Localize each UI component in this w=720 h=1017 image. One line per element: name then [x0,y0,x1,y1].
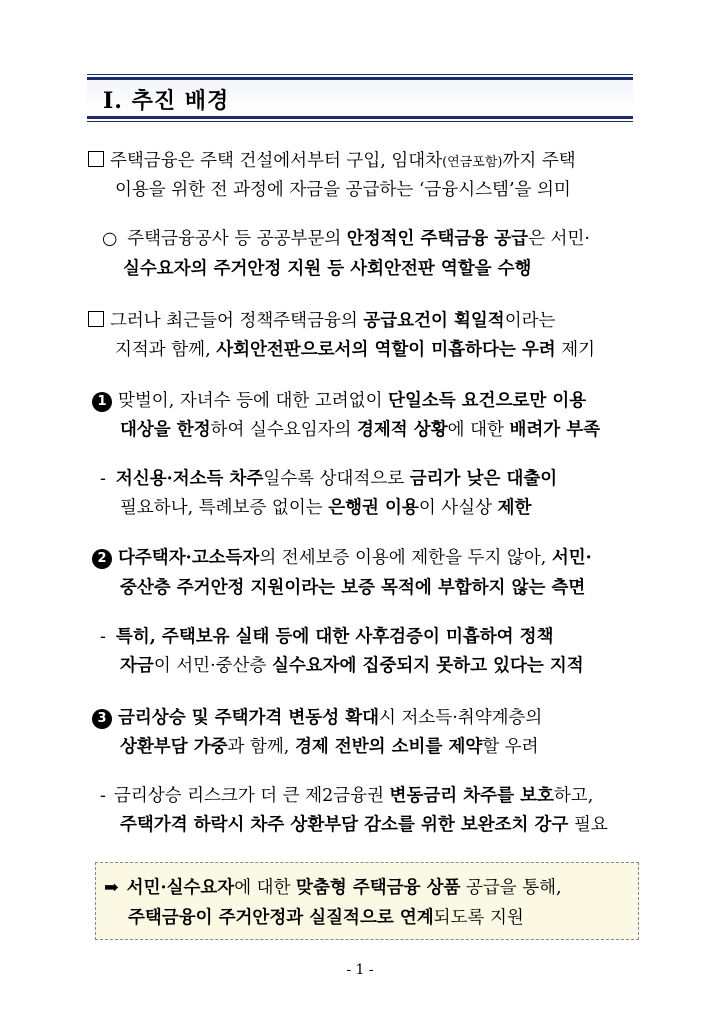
paragraph-1-line-2: 이용을 위한 전 과정에 자금을 공급하는 ‘금융시스템’을 의미 [115,180,571,200]
detail-3-line-2: 주택가격 하락시 차주 상환부담 감소를 위한 보완조치 강구 필요 [120,815,608,835]
paragraph-2-line-1: 그러나 최근들어 정책주택금융의 공급요건이 획일적이라는 [88,308,555,334]
detail-3-line-1: - 금리상승 리스크가 더 큰 제2금융권 변동금리 차주를 보호하고, [100,786,594,806]
summary-line-1: ➡ 서민·실수요자에 대한 맞춤형 주택금융 상품 공급을 통해, [104,878,562,898]
item-1-line-2: 대상을 한정하여 실수요임자의 경제적 상황에 대한 배려가 부족 [120,420,601,440]
paragraph-2-line-2: 지적과 함께, 사회안전판으로서의 역할이 미흡하다는 우려 제기 [115,340,596,360]
item-3-line-2: 상환부담 가중과 함께, 경제 전반의 소비를 제약할 우려 [120,737,539,757]
checkbox-bullet-icon [88,151,104,167]
number-1-icon: 1 [92,392,112,412]
number-3-icon: 3 [92,709,112,729]
detail-1-line-2: 필요하나, 특례보증 없이는 은행권 이용이 사실상 제한 [120,498,532,518]
detail-2-line-1: - 특히, 주택보유 실태 등에 대한 사후검증이 미흡하여 정책 [100,627,554,647]
header-rule-bottom-thick [87,116,633,119]
header-rule-bottom-thin [87,121,633,122]
number-2-icon: 2 [92,549,112,569]
item-2-line-2: 중산층 주거안정 지원이라는 보증 목적에 부합하지 않는 측면 [120,578,586,598]
item-3-line-1: 3 금리상승 및 주택가격 변동성 확대시 저소득·취약계층의 [92,705,542,731]
subpoint-1-line-2: 실수요자의 주거안정 지원 등 사회안전판 역할을 수행 [123,259,532,279]
paragraph-1-line-1: 주택금융은 주택 건설에서부터 구입, 임대차(연금포함)까지 주택 [88,148,576,176]
circle-bullet-icon: ○ [102,229,118,249]
summary-line-2: 주택금융이 주거안정과 실질적으로 연계되도록 지원 [128,908,524,928]
item-1-line-1: 1 맞벌이, 자녀수 등에 대한 고려없이 단일소득 요건으로만 이용 [92,388,586,414]
section-title-band [87,80,633,116]
page-number: - 1 - [346,962,374,978]
section-title: Ⅰ. 추진 배경 [103,88,230,114]
subpoint-1-line-1: ○ 주택금융공사 등 공공부문의 안정적인 주택금융 공급은 서민· [102,229,590,249]
detail-2-line-2: 자금이 서민·중산층 실수요자에 집중되지 못하고 있다는 지적 [120,656,584,676]
header-rule-top-thin [87,74,633,75]
arrow-right-icon: ➡ [104,878,119,898]
detail-1-line-1: - 저신용·저소득 차주일수록 상대적으로 금리가 낮은 대출이 [100,469,558,489]
checkbox-bullet-icon [88,311,104,327]
item-2-line-1: 2 다주택자·고소득자의 전세보증 이용에 제한을 두지 않아, 서민· [92,545,592,571]
